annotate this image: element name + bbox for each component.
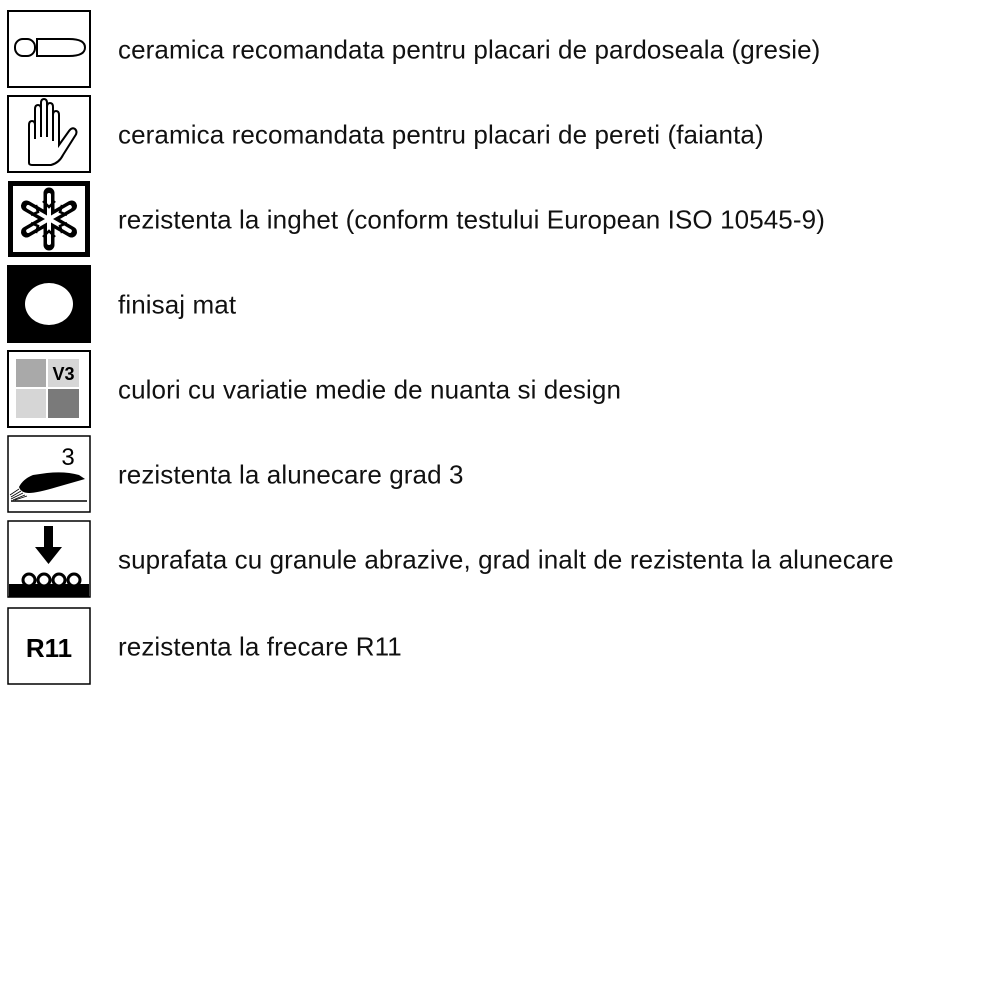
legend-row-abrasive [0,520,1000,600]
legend-row-wall [0,95,1000,175]
legend-label-slip: rezistenta la alunecare grad 3 [118,459,464,490]
legend-row-slip [0,435,1000,515]
legend-label-frost: rezistenta la inghet (conform testului European ISO 10545-9) [118,204,825,235]
slip-grade-badge: 3 [61,444,75,471]
legend-label-matte: finisaj mat [118,289,237,320]
legend-row-floor [0,10,1000,90]
legend-label-friction: rezistenta la frecare R11 [118,631,402,662]
footprint-icon [7,10,91,90]
color-variation-icon [7,350,91,430]
legend-label-variation: culori cu variatie medie de nuanta si design [118,374,622,405]
slip-resistance-icon [7,435,91,515]
legend-row-friction [0,607,1000,687]
legend-row-variation [0,350,1000,430]
legend-label-abrasive: suprafata cu granule abrazive, grad inalt de rezistenta la alunecare [118,544,894,575]
abrasive-surface-icon [7,520,91,600]
friction-badge: R11 [25,633,73,663]
friction-rating-icon [7,607,91,687]
legend-label-floor: ceramica recomandata pentru placari de pardoseala (gresie) [118,34,821,65]
legend-row-matte [0,265,1000,345]
variation-badge: V3 [52,364,75,384]
legend-label-wall: ceramica recomandata pentru placari de pereti (faianta) [118,119,764,150]
snowflake-icon [7,180,91,260]
legend-row-frost [0,180,1000,260]
matte-finish-icon [7,265,91,345]
hand-icon [7,95,91,175]
